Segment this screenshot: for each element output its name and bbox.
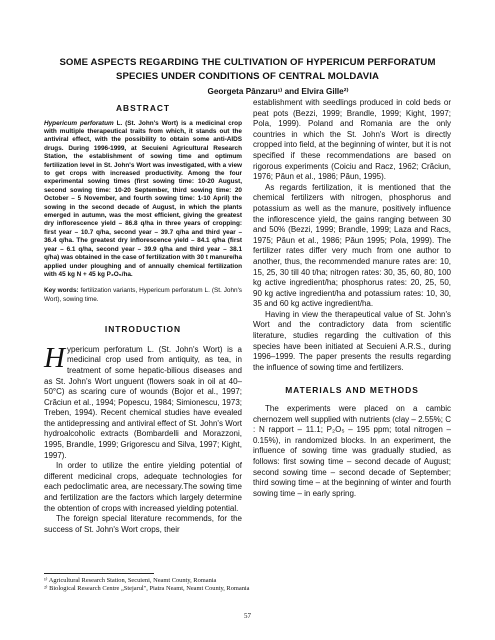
intro-paragraph-1-text: ypericum perforatum L. (St. John's Wort) is a medicinal crop used from antiquity, as tea, in treatment of some hepatic-bilious diseases and as St. John's Wort unguent (flowers soak in oil at 40–50°C) as scaring cure of wounds (Bojor et al., 1997; Crăciun et al., 1994; Popescu, 1984; Simionescu, 1973; Treben, 1994). Recent chemical studies have evealed the antidepressing and antiviral effect of St. John's Wort hydroalcoholic extracts (Bombardelli and Morazzoni, 1995, Brandle, 1999; Grigorescu and Silva, 1997; Kight, 1997). — [44, 344, 242, 460]
intro-paragraph-2: In order to utilize the entire yielding potential of different medicinal crops, adequate technologies for each pedoclimatic area, are necessary.The sowing time and fertilization are the factors which largely determine the obtention of crops with increased yielding potential. — [44, 461, 242, 513]
title-line-1: SOME ASPECTS REGARDING THE CULTIVATION OF HYPERICUM PERFORATUM — [59, 57, 436, 68]
right-column — [253, 98, 451, 499]
footnote-1: ¹⁾ Agricultural Research Station, Secuieni, Neamt County, Romania — [44, 577, 217, 584]
introduction-heading: INTRODUCTION — [104, 324, 182, 335]
drop-cap: H — [44, 341, 65, 374]
abstract-body: L. (St. John's Wort) is a medicinal crop with multiple therapeutical traits from which, it stands out the antiviral effect, with the possibility to obtain some anti-AIDS drugs. During 1996-1999, at Secuieni Agricultural Research Station, the establishment of sowing time and optimum fertilization level in St. John's Wort was investigated, with a view to get crops with increased productivity. Among the four experimental sowing times (first sowing time: 10-20 August, second sowing time: 10-20 September, third sowing time: 20 October – 5 November, and fourth sowing time: 1-10 April) the sowing in the second decade of August, in which the plants emerged in autumn, was the most efficient, giving the greatest dry inflorescence yield – 86.8 q/ha in three years of cropping: first year – 10.7 q/ha, second year – 39.7 q/ha and third year – 36.4 q/ha. The greatest dry inflorescence yield – 84.1 q/ha (first year – 6.1 q/ha, second year – 39.9 q/ha and third year – 38.1 q/ha) was obtained in the case of fertilization with 30 t manure/ha applied under ploughing and of annually chemical fertilization with 45 kg N + 45 kg P₂O₅/ha. — [44, 119, 242, 278]
materials-methods-paragraph: The experiments were placed on a cambic chernozem well supplied with nutrients (clay – 2.55%; C : N rapport – 11.1; P₂O₅ – 195 ppm; total nitrogen – 0.15%), in randomized blocks. In an experiment, the influence of sowing time was gradually studied, as follows: first sowing time – second decade of August; second sowing time – second decade of September; third sowing time – at the beginning of winter and fourth sowing time – in early spring. — [253, 404, 451, 498]
keywords-text: fertilization variants, Hypericum perforatum L. (St. John's Wort), sowing time. — [44, 287, 242, 303]
right-paragraph-3: Having in view the therapeutical value of St. John's Wort and the contradictory data from scientific literature, studies regarding the cultivation of this species have been initiated at Secuieni A.R.S., during 1996–1999. The paper presents the results regarding the influence of sowing time and fertilizers. — [253, 309, 451, 372]
keywords-label: Key words: — [44, 287, 79, 295]
left-column — [44, 103, 242, 535]
intro-paragraph-3: The foreign special literature recommends, for the success of St. John's Wort crops, their — [44, 514, 242, 534]
abstract-heading: ABSTRACT — [115, 103, 171, 113]
keywords — [44, 287, 242, 304]
footnotes — [44, 577, 464, 594]
paper-title — [40, 56, 455, 84]
right-paragraph-1: establishment with seedlings produced in cold beds or peat pots (Bezzi, 1999; Brandle, 1999; Kight, 1997; Pola, 1999). Poland and Romania are the only countries in which the St. John's Wort is directly cropped into field, at the beginning of winter, but it is not specified if these recommendations are based on rigorous experiments (Coiciu and Racz, 1962; Crăciun, 1976; Păun et al., 1986; Păun, 1995). — [253, 98, 451, 182]
right-paragraph-2: As regards fertilization, it is mentioned that the chemical fertilizers with nitrogen, phosphorus and potassium as well as the manure, positively influence the inflorescence yield, the gains ranging between 30 and 50% (Bezzi, 1999; Brandle, 1999; Laza and Racs, 1975; Păun et al., 1986; Păun 1995; Pola, 1999). The fertilizer rates differ very much from one author to another, thus, the recommended manure rates are: 10, 15, 25, 30 till 40 t/ha; nitrogen rates: 30, 35, 60, 80, 100 kg active ingredient/ha; phosphorus rates: 20, 25, 50, 90 kg active ingredient/ha and potassium rates: 10, 30, 35 and 60 kg active ingredient/ha. — [253, 182, 451, 309]
page-number: 57 — [244, 612, 251, 620]
authors: Georgeta Pânzaru¹⁾ and Elvira Gille²⁾ — [207, 87, 349, 96]
footnote-divider — [44, 573, 154, 574]
title-line-2: SPECIES UNDER CONDITIONS OF CENTRAL MOLDAVIA — [115, 71, 380, 82]
abstract-text — [44, 120, 242, 280]
materials-methods-heading: MATERIALS AND METHODS — [285, 385, 419, 396]
abstract-species-name: Hypericum perforatum — [44, 119, 114, 127]
footnote-2: ²⁾ Biological Research Centre „Stejarul", Piatra Neamt, Neamt County, Romania — [44, 585, 250, 593]
intro-paragraph-1 — [44, 341, 242, 462]
